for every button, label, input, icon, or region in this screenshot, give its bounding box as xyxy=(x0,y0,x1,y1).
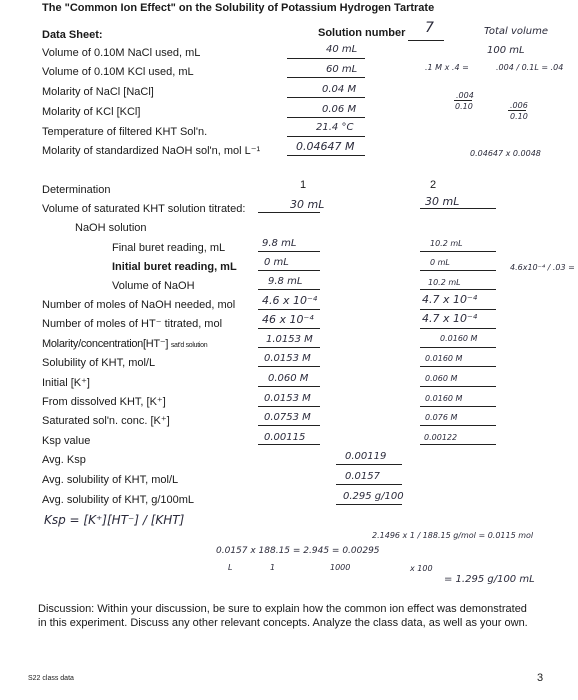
volume-titrated-label: Volume of saturated KHT solution titrated: xyxy=(42,203,246,215)
final-buret-label: Final buret reading, mL xyxy=(112,242,226,254)
page-title: The "Common Ion Effect" on the Solubility of Potassium Hydrogen Tartrate xyxy=(42,2,435,14)
note-calc-3b: 0.10 xyxy=(510,112,528,121)
ksp-value-1: 0.00115 xyxy=(264,432,306,443)
avg-solubility-label: Avg. solubility of KHT, mol/L xyxy=(42,474,179,486)
avg-solubility-value: 0.0157 xyxy=(345,471,380,482)
avg-ksp-value: 0.00119 xyxy=(345,451,387,462)
calc-right-2: x 100 xyxy=(410,564,433,573)
dissolved-k-1: 0.0153 M xyxy=(264,393,311,404)
row-temperature-value: 21.4 °C xyxy=(316,122,354,133)
underline xyxy=(258,251,320,252)
underline xyxy=(258,366,320,367)
volume-titrated-1: 30 mL xyxy=(290,198,325,211)
note-calc-2: .004 xyxy=(456,91,474,100)
solution-number-line xyxy=(408,40,444,41)
note-calc-3: .006 xyxy=(510,101,528,110)
calc-result: = 1.295 g/100 mL xyxy=(444,574,535,585)
underline xyxy=(287,77,365,78)
row-naoh-molarity-label: Molarity of standardized NaOH sol'n, mol L⁻¹ xyxy=(42,145,261,157)
dissolved-k-2: 0.0160 M xyxy=(425,394,463,403)
column-1-header: 1 xyxy=(300,179,307,191)
molarity-ht-label xyxy=(42,338,207,352)
avg-solubility-g-value: 0.295 g/100 xyxy=(343,491,404,502)
row-kcl-molarity-label: Molarity of KCl [KCl] xyxy=(42,106,141,118)
volume-naoh-1: 9.8 mL xyxy=(268,276,303,287)
calc-right-1: 2.1496 x 1 / 188.15 g/mol = 0.0115 mol xyxy=(372,531,534,540)
underline xyxy=(258,270,320,271)
calc-frac-b: 1 xyxy=(270,563,276,572)
avg-solubility-g-label: Avg. solubility of KHT, g/100mL xyxy=(42,494,195,506)
saturated-k-label: Saturated sol'n. conc. [K⁺] xyxy=(42,415,170,427)
underline xyxy=(287,58,365,59)
ksp-value-2: 0.00122 xyxy=(424,433,458,442)
initial-k-1: 0.060 M xyxy=(268,373,309,384)
final-buret-2: 10.2 mL xyxy=(430,239,463,248)
row-nacl-volume-label: Volume of 0.10M NaCl used, mL xyxy=(42,47,201,59)
footer-note: S22 class data xyxy=(28,675,74,682)
moles-ht-label: Number of moles of HT⁻ titrated, mol xyxy=(42,318,223,330)
volume-naoh-2: 10.2 mL xyxy=(428,278,461,287)
underline xyxy=(420,406,496,407)
underline xyxy=(287,97,365,98)
underline xyxy=(336,464,402,465)
underline xyxy=(287,155,365,156)
solution-number-value: 7 xyxy=(425,20,434,36)
ksp-formula: Ksp = [K⁺][HT⁻] / [KHT] xyxy=(44,513,185,527)
note-total-volume: Total volume xyxy=(484,26,549,37)
underline xyxy=(258,406,320,407)
row-kcl-molarity-value: 0.06 M xyxy=(322,104,357,115)
ksp-value-label: Ksp value xyxy=(42,435,91,447)
note-calc-1: .1 M x .4 = xyxy=(425,63,469,72)
row-kcl-volume-label: Volume of 0.10M KCl used, mL xyxy=(42,66,194,78)
calc-frac-a: L xyxy=(228,563,233,572)
saturated-k-1: 0.0753 M xyxy=(264,412,311,423)
underline xyxy=(258,347,320,348)
underline xyxy=(336,504,402,505)
note-calc-1b: .004 / 0.1L = .04 xyxy=(496,63,564,72)
initial-buret-1: 0 mL xyxy=(264,257,289,268)
solubility-1: 0.0153 M xyxy=(264,353,311,364)
note-calc-2b: 0.10 xyxy=(455,102,473,111)
underline xyxy=(258,444,320,445)
saturated-k-2: 0.076 M xyxy=(425,413,458,422)
underline xyxy=(420,309,496,310)
side-note-moles: 4.6x10⁻⁴ / .03 = xyxy=(510,263,575,272)
underline xyxy=(420,386,496,387)
naoh-solution-label: NaOH solution xyxy=(75,222,147,234)
underline xyxy=(420,251,496,252)
row-nacl-molarity-value: 0.04 M xyxy=(322,84,357,95)
initial-buret-label: Initial buret reading, mL xyxy=(112,261,237,273)
underline xyxy=(258,425,320,426)
initial-buret-2: 0 mL xyxy=(430,258,450,267)
underline xyxy=(420,444,496,445)
calc-frac-c: 1000 xyxy=(330,563,351,572)
underline xyxy=(258,212,320,213)
volume-naoh-label: Volume of NaOH xyxy=(112,280,195,292)
moles-naoh-label: Number of moles of NaOH needed, mol xyxy=(42,299,236,311)
molarity-ht-1: 1.0153 M xyxy=(266,334,313,345)
initial-k-2: 0.060 M xyxy=(425,374,458,383)
moles-naoh-2: 4.7 x 10⁻⁴ xyxy=(422,293,478,306)
row-naoh-molarity-value: 0.04647 M xyxy=(296,140,355,153)
underline xyxy=(287,117,365,118)
underline xyxy=(287,136,365,137)
column-2-header: 2 xyxy=(430,179,437,191)
underline xyxy=(258,386,320,387)
volume-titrated-2: 30 mL xyxy=(425,195,460,208)
molarity-ht-label-small: sat'd solution xyxy=(170,342,208,349)
page-number: 3 xyxy=(537,672,544,684)
discussion-text: Discussion: Within your discussion, be sure to explain how the common ion effect was demonstrated in this experiment. Discuss any other relevant concepts. Analyze the class data, as well as your own. xyxy=(38,603,528,629)
calc-line-1: 0.0157 x 188.15 = 2.945 = 0.00295 xyxy=(216,546,380,556)
solubility-2: 0.0160 M xyxy=(425,354,463,363)
initial-k-label: Initial [K⁺] xyxy=(42,377,90,389)
moles-ht-2: 4.7 x 10⁻⁴ xyxy=(422,312,478,325)
row-nacl-volume-value: 40 mL xyxy=(326,44,358,55)
avg-ksp-label: Avg. Ksp xyxy=(42,454,86,466)
underline xyxy=(420,366,496,367)
row-nacl-molarity-label: Molarity of NaCl [NaCl] xyxy=(42,86,154,98)
solution-number-label: Solution number xyxy=(318,27,406,39)
note-calc-4: 0.04647 x 0.0048 xyxy=(470,149,541,158)
moles-naoh-1: 4.6 x 10⁻⁴ xyxy=(262,294,318,307)
underline xyxy=(420,328,496,329)
solubility-label: Solubility of KHT, mol/L xyxy=(42,357,156,369)
underline xyxy=(336,484,402,485)
molarity-ht-label-main: Molarity/concentration[HT⁻] xyxy=(42,338,169,350)
underline xyxy=(420,270,496,271)
underline xyxy=(258,289,320,290)
underline xyxy=(258,309,320,310)
note-total-volume-value: 100 mL xyxy=(487,45,525,56)
underline xyxy=(420,289,496,290)
underline xyxy=(420,425,496,426)
underline xyxy=(420,347,496,348)
underline xyxy=(258,328,320,329)
dissolved-k-label: From dissolved KHT, [K⁺] xyxy=(42,396,166,408)
row-kcl-volume-value: 60 mL xyxy=(326,64,358,75)
molarity-ht-2: 0.0160 M xyxy=(440,334,478,343)
final-buret-1: 9.8 mL xyxy=(262,238,297,249)
data-sheet-heading: Data Sheet: xyxy=(42,29,103,41)
moles-ht-1: 46 x 10⁻⁴ xyxy=(262,313,314,326)
determination-heading: Determination xyxy=(42,184,111,196)
underline xyxy=(420,208,496,209)
row-temperature-label: Temperature of filtered KHT Sol'n. xyxy=(42,126,208,138)
